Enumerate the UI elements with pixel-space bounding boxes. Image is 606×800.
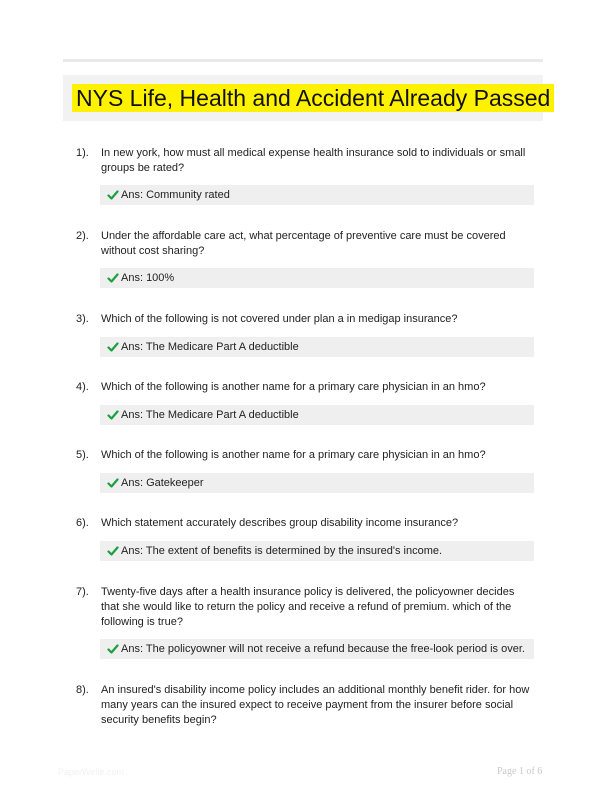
question-text: Twenty-five days after a health insurance policy is delivered, the policyowner decides that she would like to return the policy and receive a refund of premium. which of the following is true? xyxy=(101,586,515,628)
answer-box xyxy=(100,405,534,425)
check-icon xyxy=(107,409,119,421)
title-banner xyxy=(63,75,551,121)
check-icon xyxy=(107,643,119,655)
answer-box xyxy=(100,473,534,493)
footer-watermark: PaperWelle.com xyxy=(58,767,124,777)
question-number: 7). xyxy=(76,586,89,598)
question-text: Which of the following is not covered under plan a in medigap insurance? xyxy=(101,313,458,325)
answer-text: Ans: The extent of benefits is determined by the insured's income. xyxy=(121,545,443,557)
answer-text: Ans: The policyowner will not receive a refund because the free-look period is over. xyxy=(121,643,525,655)
answer-text: Ans: The Medicare Part A deductible xyxy=(121,341,299,353)
question-number: 5). xyxy=(76,449,89,461)
answer-text: Ans: Community rated xyxy=(121,189,230,201)
answer-box xyxy=(100,639,534,659)
answer-box xyxy=(100,541,534,561)
question-number: 1). xyxy=(76,147,89,159)
question-number: 6). xyxy=(76,517,89,529)
question-text: Under the affordable care act, what percentage of preventive care must be covered without cost sharing? xyxy=(101,230,506,257)
question-number: 4). xyxy=(76,381,89,393)
question-number: 3). xyxy=(76,313,89,325)
page-number: Page 1 of 6 xyxy=(497,766,543,777)
question-number: 2). xyxy=(76,230,89,242)
question-number: 8). xyxy=(76,684,89,696)
answer-text: Ans: Gatekeeper xyxy=(121,477,204,489)
question-text: Which of the following is another name for a primary care physician in an hmo? xyxy=(101,381,486,393)
page-title: NYS Life, Health and Accident Already Passed xyxy=(72,84,554,112)
check-icon xyxy=(107,341,119,353)
answer-box xyxy=(100,185,534,205)
answer-box xyxy=(100,268,534,288)
answer-text: Ans: The Medicare Part A deductible xyxy=(121,409,299,421)
check-icon xyxy=(107,272,119,284)
question-text: Which of the following is another name for a primary care physician in an hmo? xyxy=(101,449,486,461)
question-text: An insured's disability income policy includes an additional monthly benefit rider. for how many years can the insured expect to receive payment from the insurer before social security benefits begin? xyxy=(101,684,530,726)
check-icon xyxy=(107,477,119,489)
answer-text: Ans: 100% xyxy=(121,272,175,284)
question-text: In new york, how must all medical expense health insurance sold to individuals or small groups be rated? xyxy=(101,147,526,174)
check-icon xyxy=(107,189,119,201)
check-icon xyxy=(107,545,119,557)
question-text: Which statement accurately describes group disability income insurance? xyxy=(101,517,459,529)
answer-box xyxy=(100,337,534,357)
top-divider xyxy=(63,59,543,62)
